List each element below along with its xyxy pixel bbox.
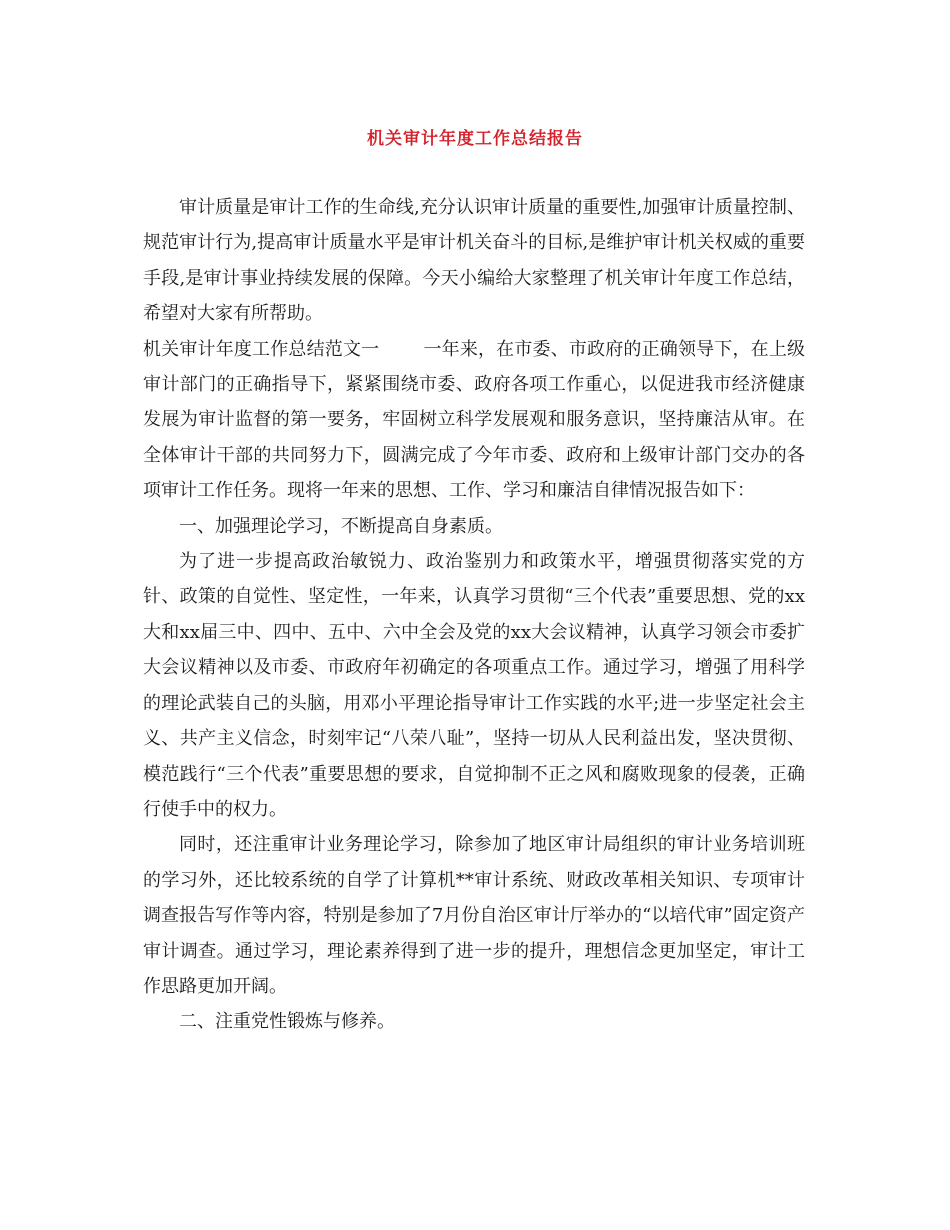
- section-heading-2: 二、注重党性锻炼与修养。: [179, 1011, 395, 1033]
- sample-paragraph: [143, 332, 805, 509]
- section-heading-1: 一、加强理论学习，不断提高自身素质。: [179, 515, 503, 537]
- sample-heading: 机关审计年度工作总结范文一: [143, 338, 380, 360]
- body-paragraph-1: 为了进一步提高政治敏锐力、政治鉴别力和政策水平，增强贯彻落实党的方针、政策的自觉性、坚定性，一年来，认真学习贯彻“三个代表”重要思想、党的xx大和xx届三中、四中、五中、六中全会及党的xx大会议精神，认真学习领会市委扩大会议精神以及市委、市政府年初确定的各项重点工作。通过学习，增强了用科学的理论武装自己的头脑，用邓小平理论指导审计工作实践的水平;进一步坚定社会主义、共产主义信念，时刻牢记“八荣八耻”，坚持一切从人民利益出发，坚决贯彻、模范践行“三个代表”重要思想的要求，自觉抑制不正之风和腐败现象的侵袭，正确行使手中的权力。: [143, 551, 805, 820]
- body-paragraph-2: 同时，还注重审计业务理论学习，除参加了地区审计局组织的审计业务培训班的学习外，还比较系统的自学了计算机**审计系统、财政改革相关知识、专项审计调查报告写作等内容，特别是参加了7月份自治区审计厅举办的“以培代审”固定资产审计调查。通过学习，理论素养得到了进一步的提升，理想信念更加坚定，审计工作思路更加开阔。: [143, 834, 805, 997]
- document-title: 机关审计年度工作总结报告: [367, 129, 583, 149]
- document-body: [143, 190, 805, 1040]
- sample-body: 一年来，在市委、市政府的正确领导下，在上级审计部门的正确指导下，紧紧围绕市委、政府各项工作重心，以促进我市经济健康发展为审计监督的第一要务，牢固树立科学发展观和服务意识，坚持廉洁从审。在全体审计干部的共同努力下，圆满完成了今年市委、政府和上级审计部门交办的各项审计工作任务。现将一年来的思想、工作、学习和廉洁自律情况报告如下：: [143, 338, 806, 502]
- intro-paragraph: 审计质量是审计工作的生命线,充分认识审计质量的重要性,加强审计质量控制、规范审计行为,提高审计质量水平是审计机关奋斗的目标,是维护审计机关权威的重要手段,是审计事业持续发展的保障。今天小编给大家整理了机关审计年度工作总结，希望对大家有所帮助。: [143, 197, 805, 325]
